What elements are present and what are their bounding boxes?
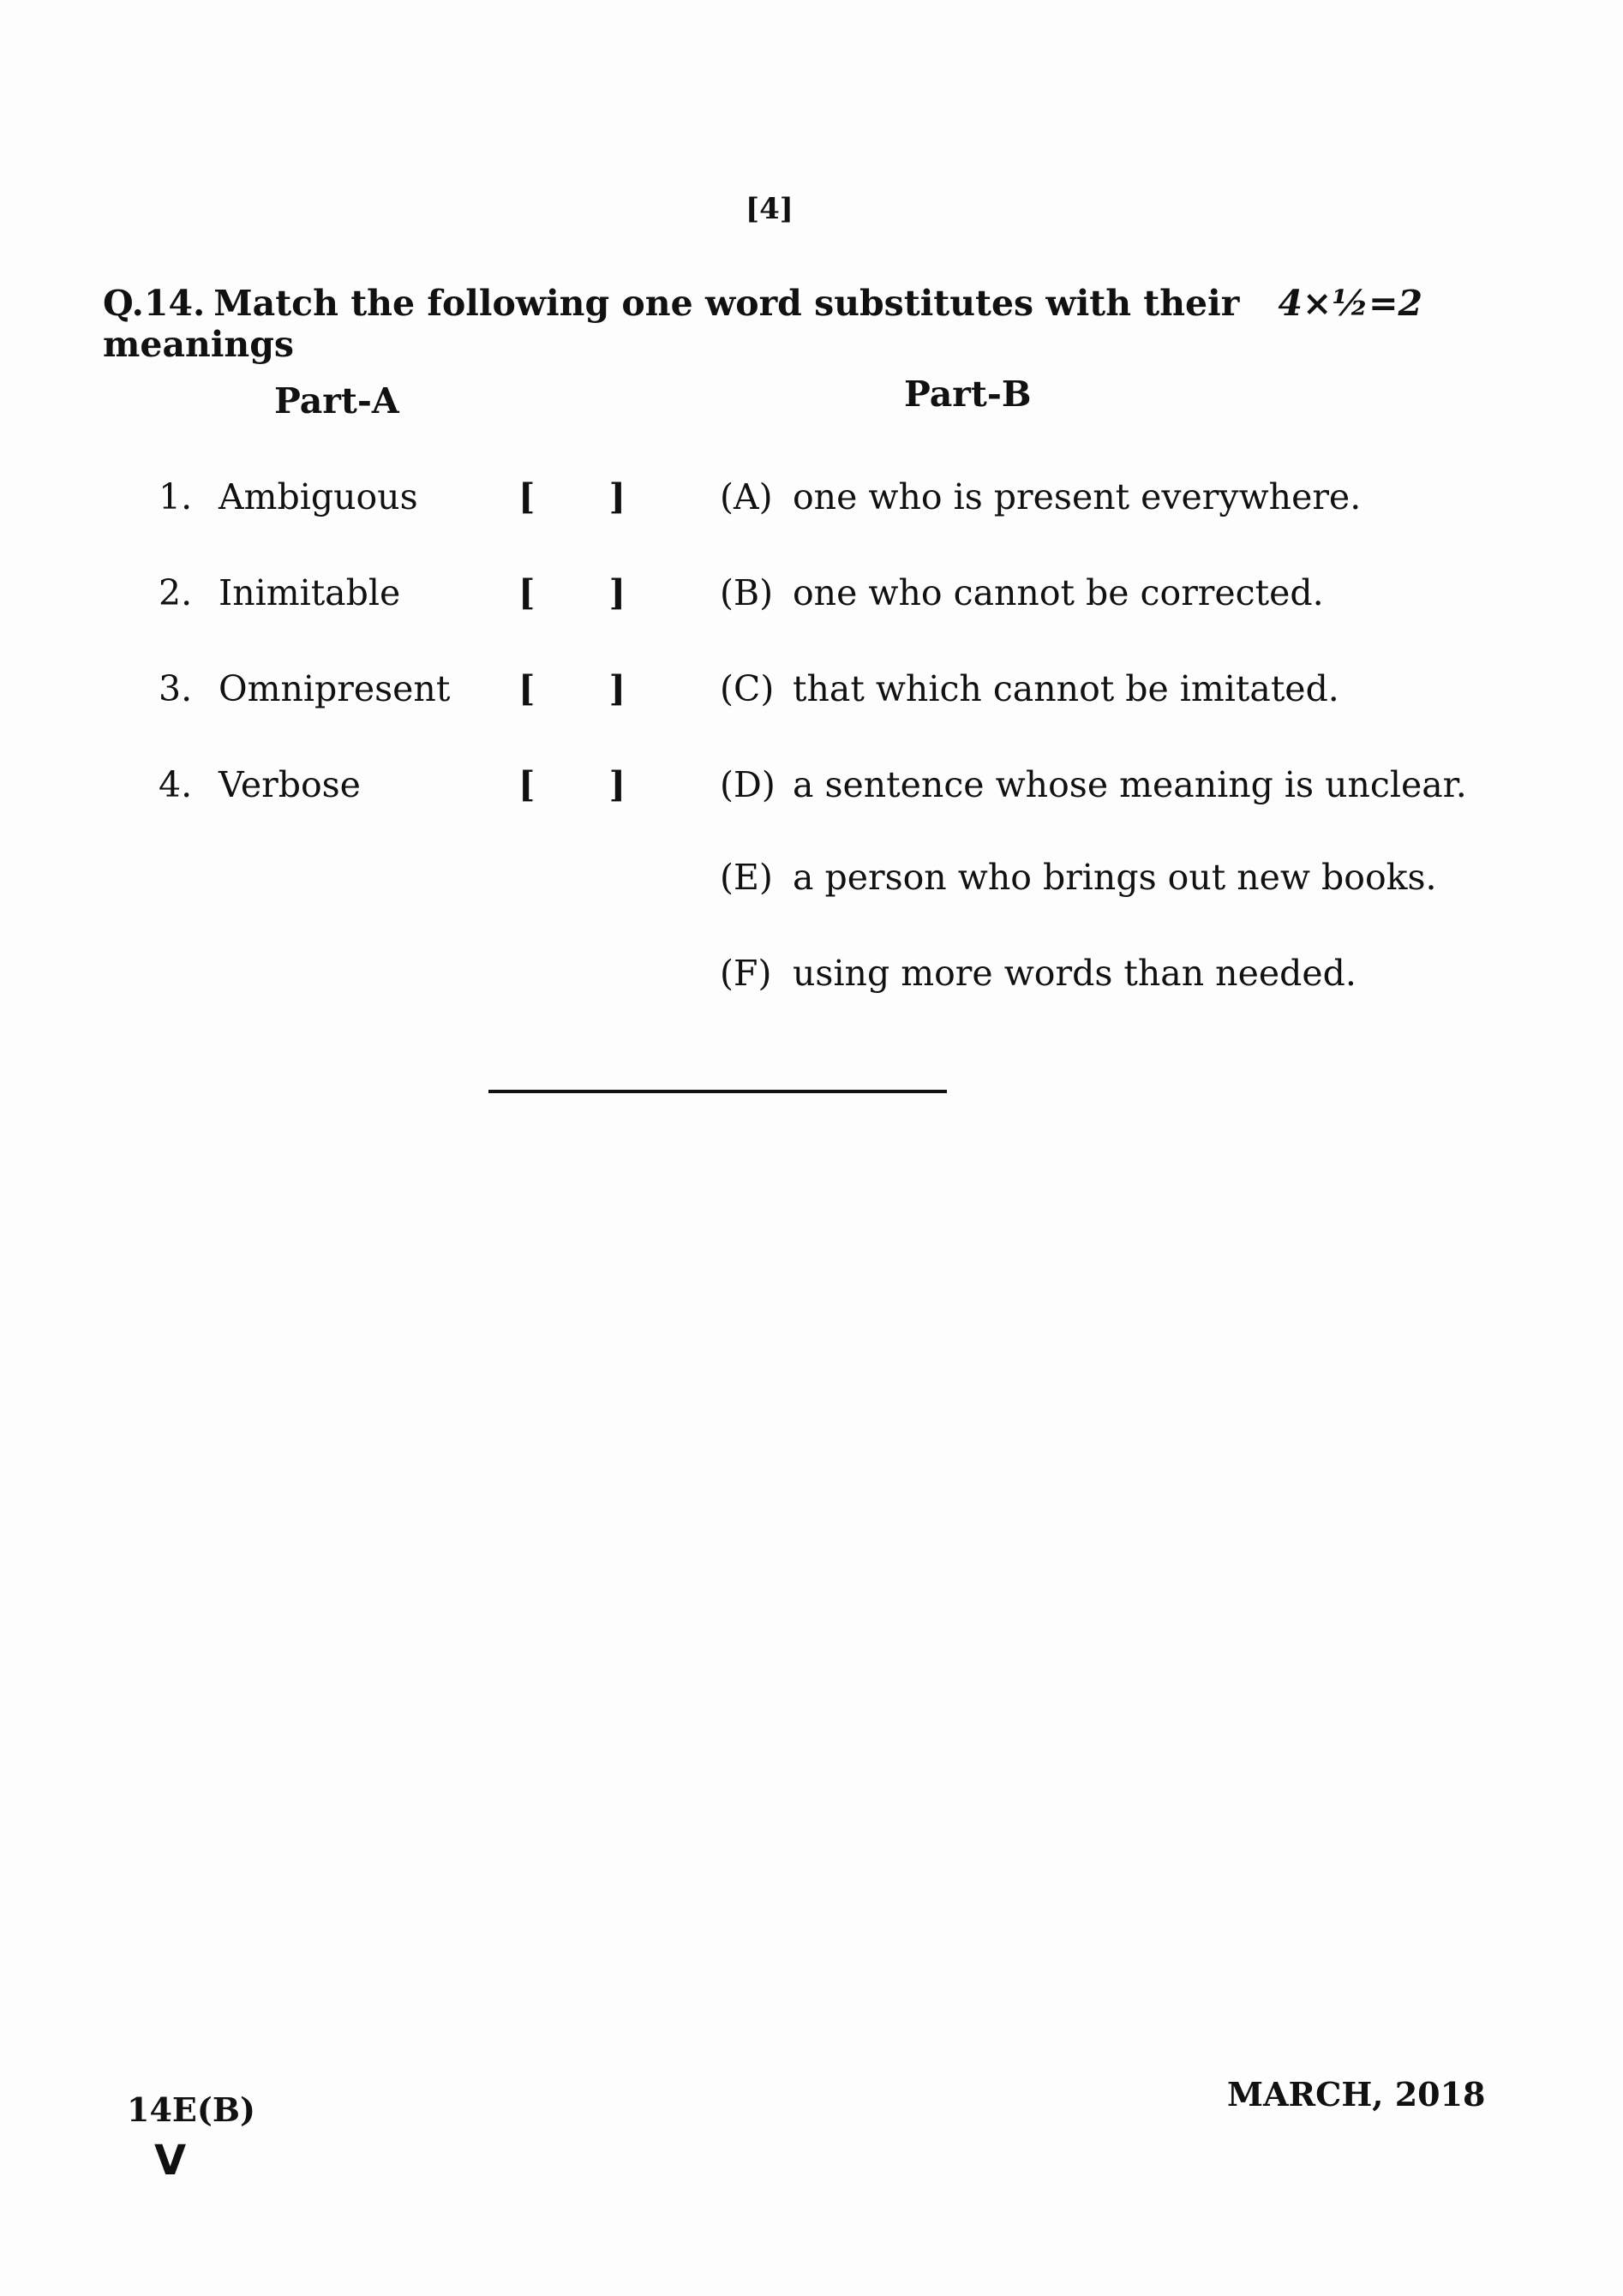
option-meaning: one who is present everywhere. [793, 476, 1362, 517]
question-text: Match the following one word substitutes with their meanings [103, 283, 1240, 365]
page-number: [4] [746, 192, 794, 226]
part-b-item [720, 953, 1491, 1004]
bracket-open: [ [518, 764, 536, 805]
item-word: Ambiguous [219, 476, 418, 517]
option-meaning: a sentence whose meaning is unclear. [793, 764, 1467, 805]
section-divider [488, 1090, 947, 1093]
bracket-close: ] [608, 572, 626, 613]
bracket-open: [ [518, 668, 536, 709]
option-letter: (F) [720, 953, 772, 994]
bracket-open: [ [518, 476, 536, 517]
item-word: Inimitable [219, 572, 401, 613]
paper-code: 14E(B) [127, 2090, 255, 2129]
part-a-item [159, 476, 656, 528]
part-a-item [159, 764, 656, 816]
bracket-open: [ [518, 572, 536, 613]
option-letter: (A) [720, 476, 773, 517]
bracket-close: ] [608, 668, 626, 709]
bracket-close: ] [608, 476, 626, 517]
part-b-item [720, 668, 1491, 720]
paper-version: V [154, 2137, 187, 2185]
option-meaning: a person who brings out new books. [793, 857, 1437, 898]
option-letter: (C) [720, 668, 775, 709]
question-header [103, 283, 1422, 365]
item-word: Omnipresent [219, 668, 451, 709]
option-letter: (E) [720, 857, 773, 898]
part-b-heading: Part-B [904, 374, 1032, 415]
part-a-item [159, 668, 656, 720]
option-letter: (B) [720, 572, 774, 613]
option-letter: (D) [720, 764, 776, 805]
item-number: 4. [159, 764, 193, 805]
exam-date: MARCH, 2018 [1227, 2075, 1486, 2114]
option-meaning: one who cannot be corrected. [793, 572, 1324, 613]
part-b-item [720, 764, 1491, 816]
item-word: Verbose [219, 764, 361, 805]
part-a-item [159, 572, 656, 624]
part-b-item [720, 476, 1491, 528]
item-number: 2. [159, 572, 193, 613]
option-meaning: that which cannot be imitated. [793, 668, 1339, 709]
part-a-heading: Part-A [274, 380, 399, 422]
question-number: Q.14. [103, 283, 206, 324]
option-meaning: using more words than needed. [793, 953, 1356, 994]
part-b-item [720, 857, 1491, 908]
bracket-close: ] [608, 764, 626, 805]
item-number: 3. [159, 668, 193, 709]
question-marks: 4×½=2 [1278, 283, 1422, 324]
item-number: 1. [159, 476, 193, 517]
part-b-item [720, 572, 1491, 624]
